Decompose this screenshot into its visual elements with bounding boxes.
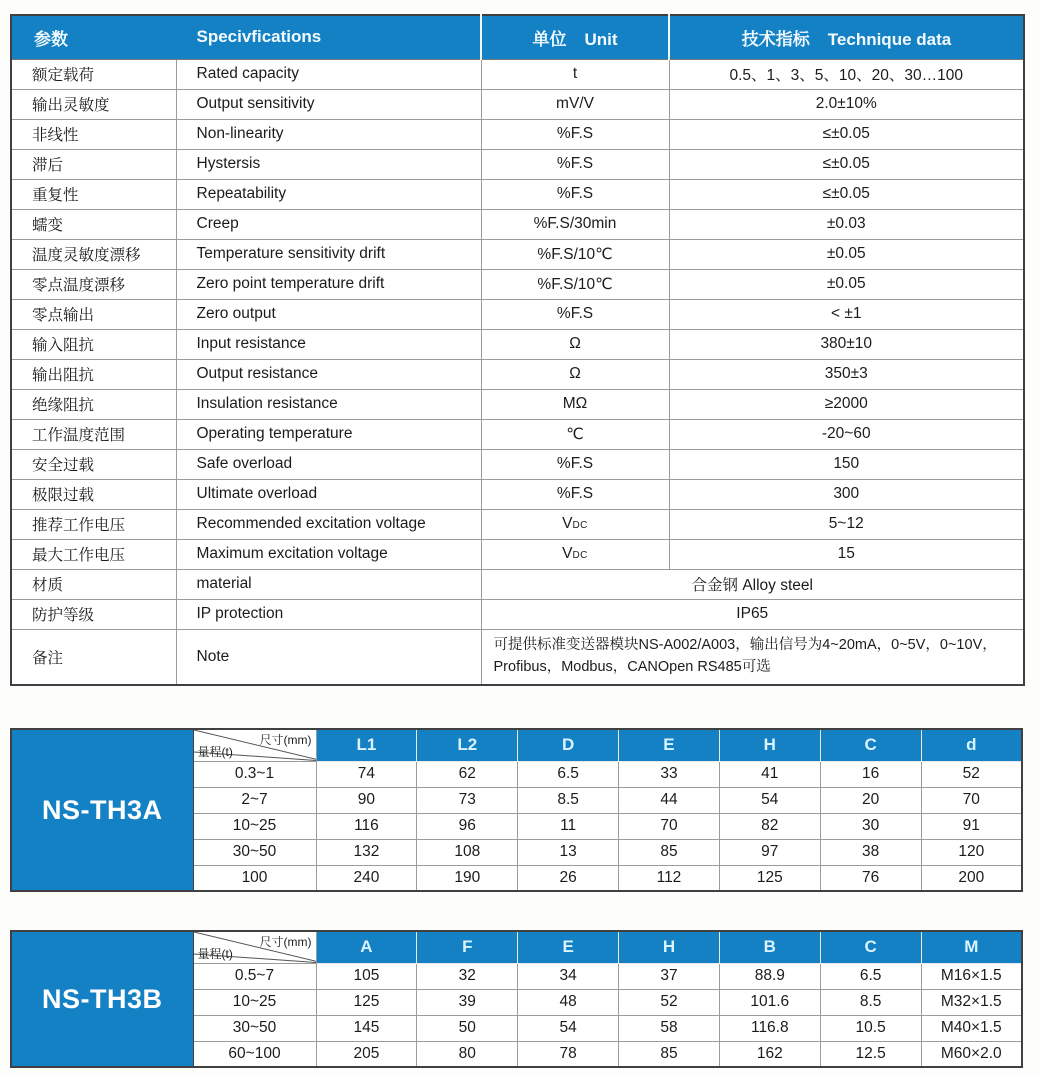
dim-range-cell: 10~25 [193,813,316,839]
spec-unit-sub: DC [572,520,588,531]
dim-column-header: E [619,729,720,761]
spec-param-cn: 工作温度范围 [11,419,176,449]
table-gap [10,892,1039,930]
dim-column-header: M [921,931,1022,963]
spec-row [11,419,1024,449]
spec-value: ≤±0.05 [669,149,1024,179]
spec-param-en: Output resistance [176,359,481,389]
dim-value-cell: 8.5 [518,787,619,813]
spec-row [11,509,1024,539]
spec-param-cn: 极限过载 [11,479,176,509]
dim-value-cell: 125 [316,989,417,1015]
spec-row [11,119,1024,149]
dim-range-cell: 30~50 [193,1015,316,1041]
dim-value-cell: 62 [417,761,518,787]
dim-table-ns-th3a [10,728,1023,892]
spec-row [11,449,1024,479]
spec-param-cn: 输入阻抗 [11,329,176,359]
spec-param-en: Output sensitivity [176,89,481,119]
spec-unit: Ω [481,359,669,389]
spec-row [11,269,1024,299]
spec-param-en: IP protection [176,599,481,629]
spec-row [11,59,1024,89]
dim-value-cell: 33 [619,761,720,787]
dim-value-cell: 85 [619,839,720,865]
spec-row [11,179,1024,209]
dim-corner-label-size: 尺寸(mm) [259,935,312,949]
spec-value: 350±3 [669,359,1024,389]
dim-value-cell: M60×2.0 [921,1041,1022,1067]
dim-value-cell: 145 [316,1015,417,1041]
spec-param-en: Recommended excitation voltage [176,509,481,539]
dim-value-cell: 10.5 [820,1015,921,1041]
dim-column-header: F [417,931,518,963]
spec-header-param-en: Specivfications [176,15,481,59]
spec-unit: %F.S [481,299,669,329]
spec-param-en: Repeatability [176,179,481,209]
spec-param-en: material [176,569,481,599]
spec-header-tech-en: Technique data [827,29,952,49]
dim-corner-label-range: 量程(t) [197,946,233,961]
dim-value-cell: 39 [417,989,518,1015]
dim-value-cell: 11 [518,813,619,839]
spec-row-merged [11,629,1024,685]
spec-unit: MΩ [481,389,669,419]
dim-column-header: E [518,931,619,963]
dim-column-header: C [820,931,921,963]
spec-row [11,89,1024,119]
dim-value-cell: 8.5 [820,989,921,1015]
dim-value-cell: M40×1.5 [921,1015,1022,1041]
spec-param-cn: 输出阻抗 [11,359,176,389]
dim-table-ns-th3b-wrap [10,930,1039,1068]
dim-value-cell: 20 [820,787,921,813]
dim-column-header: C [820,729,921,761]
dim-diagonal-header-cell [193,729,316,761]
dim-value-cell: 108 [417,839,518,865]
dim-value-cell: 32 [417,963,518,989]
spec-value: ≥2000 [669,389,1024,419]
spec-unit: %F.S/10℃ [481,269,669,299]
spec-param-cn: 输出灵敏度 [11,89,176,119]
dim-value-cell: 76 [820,865,921,891]
spec-unit: %F.S [481,119,669,149]
spec-header-unit-cn: 单位 [532,29,567,49]
spec-unit: %F.S [481,149,669,179]
dim-value-cell: 162 [719,1041,820,1067]
dim-value-cell: M32×1.5 [921,989,1022,1015]
table-gap [10,686,1039,728]
spec-unit: VDC [481,539,669,569]
dim-corner-label-size: 尺寸(mm) [259,733,312,747]
spec-param-cn: 安全过载 [11,449,176,479]
dim-value-cell: 116 [316,813,417,839]
dim-table-ns-th3b [10,930,1023,1068]
dim-value-cell: 48 [518,989,619,1015]
dim-value-cell: 240 [316,865,417,891]
dim-value-cell: 90 [316,787,417,813]
spec-row [11,539,1024,569]
dim-value-cell: 54 [719,787,820,813]
dim-diagonal-header-cell [193,931,316,963]
dim-value-cell: 41 [719,761,820,787]
dim-value-cell: 13 [518,839,619,865]
spec-value: < ±1 [669,299,1024,329]
dim-value-cell: 50 [417,1015,518,1041]
spec-row [11,299,1024,329]
dim-value-cell: 96 [417,813,518,839]
spec-param-cn: 非线性 [11,119,176,149]
spec-unit: t [481,59,669,89]
dim-column-header: H [719,729,820,761]
dim-value-cell: 6.5 [820,963,921,989]
spec-row [11,479,1024,509]
spec-param-en: Maximum excitation voltage [176,539,481,569]
spec-param-en: Insulation resistance [176,389,481,419]
spec-row-merged [11,599,1024,629]
spec-unit: %F.S [481,479,669,509]
spec-row [11,149,1024,179]
dim-range-cell: 30~50 [193,839,316,865]
spec-value-merged: 合金钢 Alloy steel [481,569,1024,599]
spec-param-en: Note [176,629,481,685]
spec-value: 15 [669,539,1024,569]
dim-value-cell: 58 [619,1015,720,1041]
dim-value-cell: 38 [820,839,921,865]
spec-unit: Ω [481,329,669,359]
dim-value-cell: 205 [316,1041,417,1067]
spec-value: 150 [669,449,1024,479]
spec-param-cn: 材质 [11,569,176,599]
dim-value-cell: 80 [417,1041,518,1067]
spec-param-en: Rated capacity [176,59,481,89]
spec-param-cn: 零点输出 [11,299,176,329]
spec-header-tech-cn: 技术指标 [741,29,810,49]
spec-table-body [11,59,1024,685]
spec-param-en: Zero point temperature drift [176,269,481,299]
dim-range-cell: 2~7 [193,787,316,813]
dim-model-label: NS-TH3B [11,931,193,1067]
spec-unit: ℃ [481,419,669,449]
spec-param-cn: 温度灵敏度漂移 [11,239,176,269]
dim-value-cell: 120 [921,839,1022,865]
dim-column-header: H [619,931,720,963]
spec-header-unit-en: Unit [584,29,618,49]
dim-header-row [11,931,1022,963]
spec-value: ±0.05 [669,269,1024,299]
spec-param-cn: 重复性 [11,179,176,209]
dim-value-cell: 54 [518,1015,619,1041]
dim-range-cell: 100 [193,865,316,891]
spec-header-unit [481,15,669,59]
spec-value: ≤±0.05 [669,119,1024,149]
dim-table-ns-th3a-wrap [10,728,1039,892]
dim-range-cell: 60~100 [193,1041,316,1067]
spec-row-merged [11,569,1024,599]
spec-param-cn: 零点温度漂移 [11,269,176,299]
dim-value-cell: 190 [417,865,518,891]
dim-value-cell: 200 [921,865,1022,891]
dim-value-cell: 26 [518,865,619,891]
spec-table [10,14,1025,686]
spec-unit-sub: DC [572,550,588,561]
spec-param-en: Non-linearity [176,119,481,149]
spec-row [11,209,1024,239]
dim-column-header: d [921,729,1022,761]
spec-param-cn: 额定载荷 [11,59,176,89]
spec-unit: %F.S [481,449,669,479]
dim-value-cell: 112 [619,865,720,891]
spec-param-cn: 最大工作电压 [11,539,176,569]
spec-value: 380±10 [669,329,1024,359]
spec-param-en: Input resistance [176,329,481,359]
spec-unit: VDC [481,509,669,539]
spec-param-en: Creep [176,209,481,239]
dim-value-cell: 97 [719,839,820,865]
spec-header-row [11,15,1024,59]
dim-value-cell: 70 [921,787,1022,813]
spec-value: ≤±0.05 [669,179,1024,209]
dim-value-cell: 116.8 [719,1015,820,1041]
dim-range-cell: 0.3~1 [193,761,316,787]
spec-value: 2.0±10% [669,89,1024,119]
dim-value-cell: 78 [518,1041,619,1067]
dim-value-cell: 82 [719,813,820,839]
spec-row [11,359,1024,389]
dim-value-cell: 132 [316,839,417,865]
spec-value: 0.5、1、3、5、10、20、30…100 [669,59,1024,89]
dim-value-cell: 74 [316,761,417,787]
dim-value-cell: 105 [316,963,417,989]
spec-value: -20~60 [669,419,1024,449]
spec-param-en: Temperature sensitivity drift [176,239,481,269]
spec-param-en: Hystersis [176,149,481,179]
spec-param-en: Safe overload [176,449,481,479]
spec-value: ±0.05 [669,239,1024,269]
spec-unit: %F.S [481,179,669,209]
dim-range-cell: 10~25 [193,989,316,1015]
dim-value-cell: 125 [719,865,820,891]
dim-value-cell: 70 [619,813,720,839]
dim-value-cell: 88.9 [719,963,820,989]
spec-value: ±0.03 [669,209,1024,239]
dim-value-cell: M16×1.5 [921,963,1022,989]
dim-value-cell: 52 [921,761,1022,787]
dim-corner-label-range: 量程(t) [197,744,233,759]
spec-unit: %F.S/30min [481,209,669,239]
spec-value-merged: 可提供标准变送器模块NS-A002/A003，输出信号为4~20mA，0~5V，0~10V，Profibus，Modbus，CANOpen RS485可选 [481,629,1024,685]
dim-column-header: L2 [417,729,518,761]
dim-column-header: A [316,931,417,963]
dim-column-header: D [518,729,619,761]
dim-column-header: B [719,931,820,963]
spec-value: 5~12 [669,509,1024,539]
dim-value-cell: 37 [619,963,720,989]
dim-range-cell: 0.5~7 [193,963,316,989]
spec-row [11,329,1024,359]
dim-header-row [11,729,1022,761]
spec-header-param-cn: 参数 [11,15,176,59]
spec-param-cn: 绝缘阻抗 [11,389,176,419]
spec-param-cn: 防护等级 [11,599,176,629]
spec-unit: %F.S/10℃ [481,239,669,269]
spec-unit: mV/V [481,89,669,119]
dim-value-cell: 73 [417,787,518,813]
spec-row [11,239,1024,269]
dim-value-cell: 101.6 [719,989,820,1015]
spec-row [11,389,1024,419]
spec-param-cn: 蠕变 [11,209,176,239]
spec-param-cn: 备注 [11,629,176,685]
dim-value-cell: 52 [619,989,720,1015]
dim-value-cell: 91 [921,813,1022,839]
dim-value-cell: 44 [619,787,720,813]
spec-header-tech [669,15,1024,59]
dim-column-header: L1 [316,729,417,761]
dim-value-cell: 6.5 [518,761,619,787]
dim-model-label: NS-TH3A [11,729,193,891]
dim-value-cell: 12.5 [820,1041,921,1067]
spec-param-cn: 滞后 [11,149,176,179]
spec-param-en: Ultimate overload [176,479,481,509]
dim-value-cell: 16 [820,761,921,787]
dim-value-cell: 85 [619,1041,720,1067]
spec-param-en: Zero output [176,299,481,329]
dim-value-cell: 34 [518,963,619,989]
spec-param-en: Operating temperature [176,419,481,449]
spec-param-cn: 推荐工作电压 [11,509,176,539]
spec-value-merged: IP65 [481,599,1024,629]
dim-value-cell: 30 [820,813,921,839]
spec-value: 300 [669,479,1024,509]
